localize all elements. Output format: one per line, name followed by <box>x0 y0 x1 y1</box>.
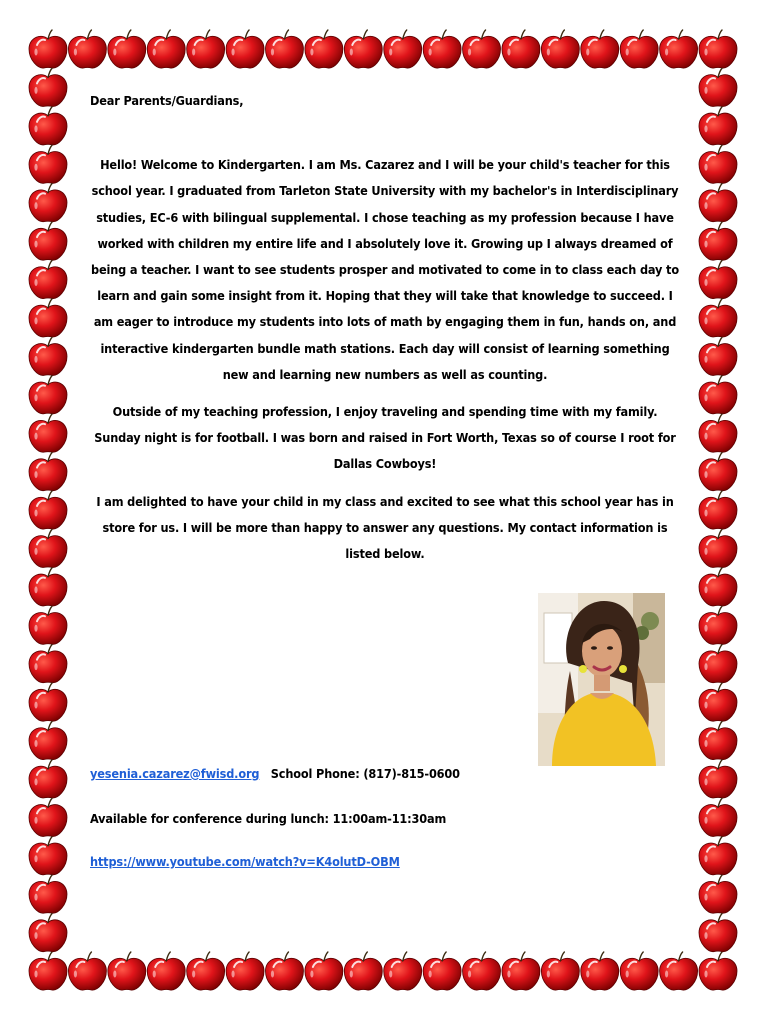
apple-icon <box>305 30 343 68</box>
apple-icon <box>29 875 67 913</box>
apple-icon <box>699 760 737 798</box>
apple-icon <box>699 722 737 760</box>
apple-icon <box>29 837 67 875</box>
apple-icon <box>699 145 737 183</box>
apple-icon <box>699 414 737 452</box>
apple-icon <box>29 645 67 683</box>
apple-icon <box>265 952 303 990</box>
apple-icon <box>699 107 737 145</box>
apple-icon <box>29 414 67 452</box>
letter <box>90 88 680 567</box>
apple-icon <box>265 30 303 68</box>
apple-icon <box>699 645 737 683</box>
apple-icon <box>68 952 106 990</box>
apple-icon <box>305 952 343 990</box>
apple-icon <box>29 30 67 68</box>
apple-icon <box>699 337 737 375</box>
apple-icon <box>699 376 737 414</box>
apple-icon <box>29 453 67 491</box>
apple-icon <box>187 952 225 990</box>
apple-icon <box>699 30 737 68</box>
apple-icon <box>581 952 619 990</box>
apple-icon <box>699 299 737 337</box>
apple-icon <box>699 798 737 836</box>
apple-icon <box>29 491 67 529</box>
apple-icon <box>699 952 737 990</box>
apple-icon <box>620 30 658 68</box>
apple-icon <box>29 184 67 222</box>
school-phone: School Phone: (817)-815-0600 <box>270 766 460 781</box>
apple-icon <box>699 568 737 606</box>
apple-icon <box>699 184 737 222</box>
apple-icon <box>699 529 737 567</box>
apple-icon <box>68 30 106 68</box>
apple-icon <box>108 30 146 68</box>
apple-icon <box>29 376 67 414</box>
apple-icon <box>699 606 737 644</box>
apple-icon <box>699 837 737 875</box>
apple-icon <box>29 222 67 260</box>
apple-icon <box>541 30 579 68</box>
apple-icon <box>423 952 461 990</box>
apple-icon <box>29 568 67 606</box>
apple-icon <box>29 529 67 567</box>
apple-icon <box>29 145 67 183</box>
apple-icon <box>699 914 737 952</box>
apple-icon <box>344 952 382 990</box>
apple-icon <box>29 107 67 145</box>
apple-icon <box>29 261 67 299</box>
apple-icon <box>699 683 737 721</box>
apple-icon <box>29 68 67 106</box>
apple-icon <box>226 30 264 68</box>
welcome-paragraph: Hello! Welcome to Kindergarten. I am Ms. Cazarez and I will be your child's teacher for this school year. I graduated from Tarleton State University with my bachelor's in Interdisciplinary studies, EC-6 with bilingual supplemental. I chose teaching as my profession because I have worked with children my entire life and I absolutely love it. Growing up I always dreamed of being a teacher. I want to see students prosper and motivated to come in to class each day to learn and gain some insight from it. Hoping that they will take that knowledge to succeed. I am eager to introduce my students into lots of math by engaging them in fun, hands on, and interactive kindergarten bundle math stations. Each day will consist of learning something new and learning new numbers as well as counting. <box>91 157 679 382</box>
apple-icon <box>620 952 658 990</box>
salutation: Dear Parents/Guardians, <box>90 93 244 108</box>
apple-icon <box>423 30 461 68</box>
apple-icon <box>384 952 422 990</box>
apple-icon <box>502 30 540 68</box>
apple-icon <box>29 683 67 721</box>
email-link[interactable]: yesenia.cazarez@fwisd.org <box>90 766 260 781</box>
apple-icon <box>463 952 501 990</box>
apple-icon <box>108 952 146 990</box>
apple-icon <box>29 798 67 836</box>
apple-icon <box>699 875 737 913</box>
apple-icon <box>699 68 737 106</box>
apple-icon <box>660 952 698 990</box>
apple-icon <box>187 30 225 68</box>
apple-icon <box>699 453 737 491</box>
apple-icon <box>29 299 67 337</box>
apple-icon <box>502 952 540 990</box>
apple-icon <box>29 722 67 760</box>
apple-icon <box>581 30 619 68</box>
apple-icon <box>344 30 382 68</box>
teacher-photo <box>538 593 665 766</box>
apple-icon <box>541 952 579 990</box>
apple-icon <box>226 952 264 990</box>
apple-icon <box>463 30 501 68</box>
conference-hours: Available for conference during lunch: 11:00am-11:30am <box>90 811 447 826</box>
apple-icon <box>660 30 698 68</box>
apple-icon <box>29 914 67 952</box>
youtube-link[interactable]: https://www.youtube.com/watch?v=K4olutD-OBM <box>90 854 400 869</box>
apple-icon <box>699 491 737 529</box>
closing-paragraph: I am delighted to have your child in my class and excited to see what this school year has in store for us. I will be more than happy to answer any questions. My contact information is listed below. <box>96 493 674 562</box>
apple-icon <box>29 337 67 375</box>
apple-icon <box>699 222 737 260</box>
apple-icon <box>384 30 422 68</box>
personal-paragraph: Outside of my teaching profession, I enjoy traveling and spending time with my family. Sunday night is for football. I was born and raised in Fort Worth, Texas so of course I root for Dallas Cowboys! <box>94 404 676 472</box>
apple-icon <box>147 30 185 68</box>
contact-line <box>90 764 680 784</box>
apple-icon <box>29 952 67 990</box>
apple-icon <box>147 952 185 990</box>
apple-icon <box>699 261 737 299</box>
apple-icon <box>29 760 67 798</box>
apple-icon <box>29 606 67 644</box>
